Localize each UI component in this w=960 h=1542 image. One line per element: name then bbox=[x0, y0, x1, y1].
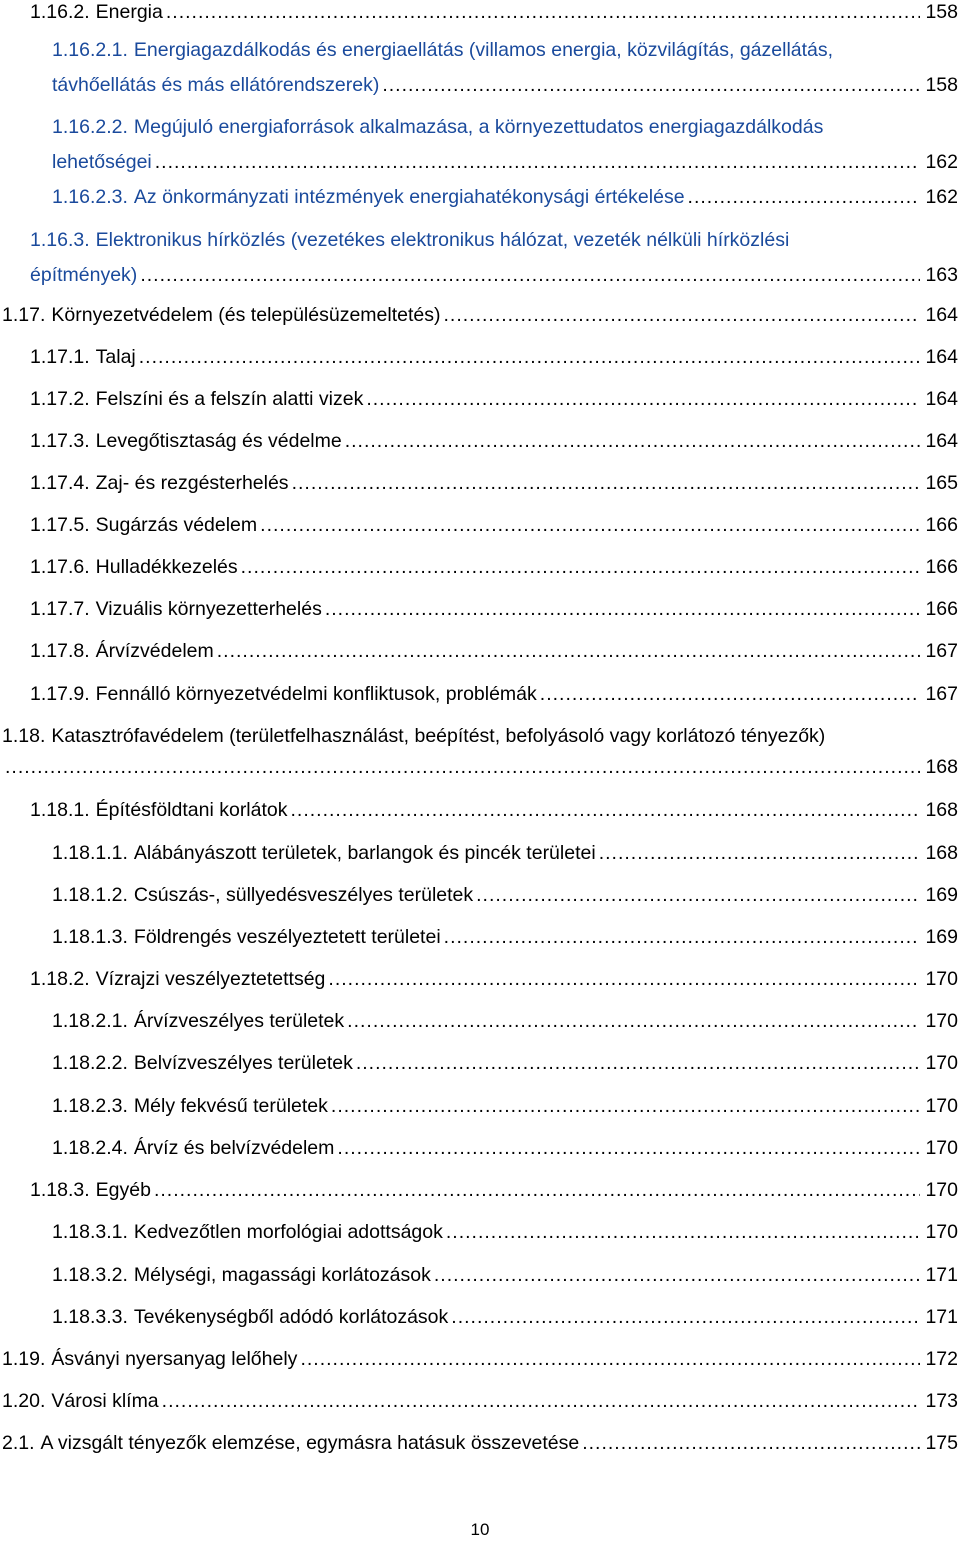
toc-section-number: 1.17. bbox=[2, 304, 46, 326]
toc-section-number: 1.17.3. bbox=[30, 430, 90, 452]
toc-leader-dots bbox=[241, 557, 921, 578]
toc-entry[interactable] bbox=[30, 800, 958, 821]
toc-entry[interactable] bbox=[30, 2, 958, 23]
toc-entry[interactable] bbox=[30, 347, 958, 368]
toc-title: Építésföldtani korlátok bbox=[95, 799, 288, 821]
toc-leader-dots bbox=[582, 1433, 920, 1454]
toc-leader-dots bbox=[345, 431, 921, 452]
toc-entry[interactable] bbox=[52, 1265, 958, 1286]
toc-page-number: 171 bbox=[925, 1264, 958, 1286]
toc-entry[interactable] bbox=[52, 187, 958, 208]
toc-section-number: 1.17.5. bbox=[30, 514, 90, 536]
toc-leader-dots bbox=[446, 1222, 921, 1243]
toc-entry[interactable] bbox=[52, 843, 958, 864]
toc-title: Árvízvédelem bbox=[95, 640, 214, 662]
toc-section-number: 1.18.3.1. bbox=[52, 1221, 128, 1243]
toc-title: Belvízveszélyes területek bbox=[133, 1052, 353, 1074]
toc-page-number: 170 bbox=[925, 1010, 958, 1032]
toc-section-number: 1.18.2.4. bbox=[52, 1137, 128, 1159]
toc-page-number: 162 bbox=[925, 186, 958, 208]
toc-entry[interactable] bbox=[30, 389, 958, 410]
toc-section-number: 1.17.8. bbox=[30, 640, 90, 662]
toc-section-number: 1.17.4. bbox=[30, 472, 90, 494]
toc-page-number: 168 bbox=[925, 842, 958, 864]
toc-title: Vízrajzi veszélyeztetettség bbox=[95, 968, 326, 990]
toc-entry[interactable] bbox=[2, 726, 958, 778]
toc-page-number: 168 bbox=[925, 756, 958, 778]
toc-section-number: 1.18.1.2. bbox=[52, 884, 128, 906]
toc-leader-dots bbox=[356, 1053, 921, 1074]
toc-entry[interactable] bbox=[52, 1307, 958, 1328]
toc-entry[interactable] bbox=[30, 684, 958, 705]
toc-section-number: 2.1. bbox=[2, 1432, 35, 1454]
toc-page-number: 158 bbox=[925, 1, 958, 23]
toc-page-number: 164 bbox=[925, 304, 958, 326]
toc-title: Tevékenységből adódó korlátozások bbox=[133, 1306, 449, 1328]
toc-section-number: 1.16.2.2. bbox=[52, 116, 128, 138]
toc-leader-dots bbox=[382, 75, 920, 96]
toc-page-number: 164 bbox=[925, 346, 958, 368]
toc-entry[interactable] bbox=[30, 969, 958, 990]
toc-entry[interactable] bbox=[2, 305, 958, 326]
toc-page-number: 166 bbox=[925, 556, 958, 578]
toc-title: Árvízveszélyes területek bbox=[133, 1010, 345, 1032]
toc-entry[interactable] bbox=[30, 599, 958, 620]
toc-title: Vizuális környezetterhelés bbox=[95, 598, 322, 620]
toc-section-number: 1.16.3. bbox=[30, 229, 90, 251]
toc-leader-dots bbox=[331, 1096, 921, 1117]
toc-leader-dots bbox=[328, 969, 920, 990]
toc-leader-dots bbox=[166, 2, 921, 23]
toc-title: Energiagazdálkodás és energiaellátás (villamos energia, közvilágítás, gázellátás, bbox=[133, 39, 834, 61]
toc-leader-dots bbox=[444, 927, 921, 948]
toc-entry[interactable] bbox=[52, 117, 958, 173]
toc-leader-dots bbox=[140, 265, 920, 286]
toc-section-number: 1.18.2.2. bbox=[52, 1052, 128, 1074]
toc-title: Kedvezőtlen morfológiai adottságok bbox=[133, 1221, 443, 1243]
toc-leader-dots bbox=[337, 1138, 920, 1159]
toc-entry[interactable] bbox=[52, 885, 958, 906]
toc-leader-dots bbox=[162, 1391, 921, 1412]
toc-entry[interactable] bbox=[2, 1433, 958, 1454]
toc-title: építmények) bbox=[30, 264, 138, 286]
toc-page-number: 170 bbox=[925, 1137, 958, 1159]
toc-leader-dots bbox=[139, 347, 921, 368]
toc-title: Mélységi, magassági korlátozások bbox=[133, 1264, 431, 1286]
toc-entry[interactable] bbox=[2, 1349, 958, 1370]
toc-page-number: 169 bbox=[925, 926, 958, 948]
toc-leader-dots bbox=[444, 305, 921, 326]
toc-title: Levegőtisztaság és védelme bbox=[95, 430, 342, 452]
toc-section-number: 1.17.1. bbox=[30, 346, 90, 368]
toc-title: Alábányászott területek, barlangok és pincék területei bbox=[133, 842, 596, 864]
toc-leader-dots bbox=[347, 1011, 920, 1032]
page-number: 10 bbox=[470, 1520, 490, 1539]
toc-section-number: 1.18.3. bbox=[30, 1179, 90, 1201]
toc-section-number: 1.16.2.3. bbox=[52, 186, 128, 208]
toc-section-number: 1.17.6. bbox=[30, 556, 90, 578]
toc-leader-dots bbox=[155, 152, 921, 173]
toc-leader-dots bbox=[599, 843, 921, 864]
toc-title: Városi klíma bbox=[51, 1390, 159, 1412]
toc-section-number: 1.18.2.3. bbox=[52, 1095, 128, 1117]
toc-section-number: 1.16.2. bbox=[30, 1, 90, 23]
toc-page-number: 163 bbox=[925, 264, 958, 286]
toc-page-number: 158 bbox=[925, 74, 958, 96]
toc-page-number: 175 bbox=[925, 1432, 958, 1454]
toc-entry[interactable] bbox=[30, 557, 958, 578]
toc-leader-dots bbox=[154, 1180, 921, 1201]
toc-title: A vizsgált tényezők elemzése, egymásra hatásuk összevetése bbox=[40, 1432, 580, 1454]
toc-page-number: 170 bbox=[925, 1221, 958, 1243]
toc-page-number: 173 bbox=[925, 1390, 958, 1412]
toc-title: lehetőségei bbox=[52, 151, 152, 173]
toc-title: Árvíz és belvízvédelem bbox=[133, 1137, 335, 1159]
toc-entry[interactable] bbox=[30, 431, 958, 452]
toc-section-number: 1.18.3.3. bbox=[52, 1306, 128, 1328]
toc-entry[interactable] bbox=[30, 473, 958, 494]
toc-page-number: 162 bbox=[925, 151, 958, 173]
toc-title: Energia bbox=[95, 1, 163, 23]
toc-page-number: 164 bbox=[925, 430, 958, 452]
toc-entry[interactable] bbox=[52, 927, 958, 948]
toc-title: Csúszás-, süllyedésveszélyes területek bbox=[133, 884, 474, 906]
toc-title: Megújuló energiaforrások alkalmazása, a környezettudatos energiagazdálkodás bbox=[133, 116, 824, 138]
toc-section-number: 1.16.2.1. bbox=[52, 39, 128, 61]
toc-entry[interactable] bbox=[52, 1096, 958, 1117]
toc-entry[interactable] bbox=[52, 40, 958, 96]
toc-entry[interactable] bbox=[30, 230, 958, 286]
toc-section-number: 1.18. bbox=[2, 725, 46, 747]
toc-page-number: 170 bbox=[925, 1179, 958, 1201]
toc-leader-dots bbox=[325, 599, 921, 620]
toc-section-number: 1.18.2. bbox=[30, 968, 90, 990]
toc-section-number: 1.19. bbox=[2, 1348, 46, 1370]
toc-page-number: 165 bbox=[925, 472, 958, 494]
toc-entry[interactable] bbox=[30, 641, 958, 662]
toc-leader-dots bbox=[540, 684, 921, 705]
toc-title: Ásványi nyersanyag lelőhely bbox=[51, 1348, 298, 1370]
toc-entry[interactable] bbox=[52, 1053, 958, 1074]
toc-page-number: 166 bbox=[925, 598, 958, 620]
toc-section-number: 1.18.3.2. bbox=[52, 1264, 128, 1286]
toc-leader-dots bbox=[292, 473, 921, 494]
toc-page-number: 164 bbox=[925, 388, 958, 410]
toc-leader-dots bbox=[688, 187, 921, 208]
toc-leader-dots bbox=[434, 1265, 921, 1286]
toc-entry[interactable] bbox=[52, 1011, 958, 1032]
toc-page-number: 166 bbox=[925, 514, 958, 536]
toc-title: Sugárzás védelem bbox=[95, 514, 258, 536]
toc-section-number: 1.17.9. bbox=[30, 683, 90, 705]
toc-section-number: 1.17.7. bbox=[30, 598, 90, 620]
toc-section-number: 1.18.1.1. bbox=[52, 842, 128, 864]
toc-entry[interactable] bbox=[52, 1138, 958, 1159]
toc-leader-dots bbox=[217, 641, 921, 662]
toc-title: Katasztrófavédelem (területfelhasználást, beépítést, befolyásoló vagy korlátozó tényezők) bbox=[51, 725, 826, 747]
toc-page-number: 171 bbox=[925, 1306, 958, 1328]
toc-section-number: 1.20. bbox=[2, 1390, 46, 1412]
toc-entry[interactable] bbox=[52, 1222, 958, 1243]
toc-page-number: 168 bbox=[925, 799, 958, 821]
toc-title: Talaj bbox=[95, 346, 136, 368]
toc-title: Felszíni és a felszín alatti vizek bbox=[95, 388, 364, 410]
toc-page-number: 170 bbox=[925, 1095, 958, 1117]
toc-leader-dots bbox=[476, 885, 920, 906]
toc-page-number: 167 bbox=[925, 640, 958, 662]
toc-page-number: 172 bbox=[925, 1348, 958, 1370]
toc-title: Földrengés veszélyeztetett területei bbox=[133, 926, 441, 948]
toc-title: Az önkormányzati intézmények energiahatékonysági értékelése bbox=[133, 186, 685, 208]
toc-leader-dots bbox=[260, 515, 920, 536]
toc-title: Hulladékkezelés bbox=[95, 556, 238, 578]
toc-page-number: 170 bbox=[925, 968, 958, 990]
toc-entry[interactable] bbox=[2, 1391, 958, 1412]
toc-leader-dots bbox=[366, 389, 920, 410]
toc-section-number: 1.18.2.1. bbox=[52, 1010, 128, 1032]
toc-section-number: 1.18.1. bbox=[30, 799, 90, 821]
toc-entry[interactable] bbox=[30, 1180, 958, 1201]
toc-title: Zaj- és rezgésterhelés bbox=[95, 472, 289, 494]
toc-page-number: 167 bbox=[925, 683, 958, 705]
toc-leader-dots bbox=[300, 1349, 920, 1370]
toc-title: Fennálló környezetvédelmi konfliktusok, problémák bbox=[95, 683, 537, 705]
toc-section-number: 1.18.1.3. bbox=[52, 926, 128, 948]
toc-leader-dots bbox=[451, 1307, 920, 1328]
toc-leader-dots bbox=[5, 757, 920, 778]
toc-entry[interactable] bbox=[30, 515, 958, 536]
toc-title: Elektronikus hírközlés (vezetékes elektronikus hálózat, vezeték nélküli hírközlési bbox=[95, 229, 790, 251]
toc-title: Környezetvédelem (és településüzemeltetés) bbox=[51, 304, 441, 326]
toc-page-number: 170 bbox=[925, 1052, 958, 1074]
toc-title: Egyéb bbox=[95, 1179, 151, 1201]
toc-leader-dots bbox=[291, 800, 921, 821]
toc-title: távhőellátás és más ellátórendszerek) bbox=[52, 74, 380, 96]
toc-section-number: 1.17.2. bbox=[30, 388, 90, 410]
toc-page-number: 169 bbox=[925, 884, 958, 906]
toc-title: Mély fekvésű területek bbox=[133, 1095, 328, 1117]
